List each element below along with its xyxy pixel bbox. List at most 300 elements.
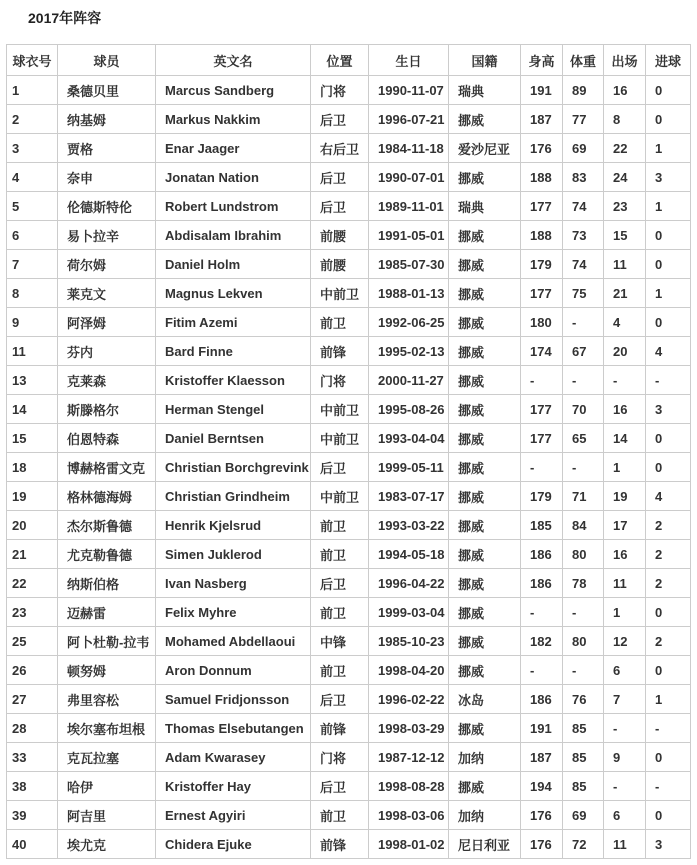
cell-name-en: Markus Nakkim	[156, 105, 311, 134]
cell-player: 格林德海姆	[58, 482, 156, 511]
cell-appearances: 16	[604, 76, 646, 105]
cell-jersey: 13	[7, 366, 58, 395]
cell-appearances: 11	[604, 830, 646, 859]
cell-birthday: 1998-04-20	[369, 656, 449, 685]
table-row	[7, 453, 691, 482]
cell-weight: 83	[563, 163, 604, 192]
cell-height: 174	[521, 337, 563, 366]
cell-weight: 76	[563, 685, 604, 714]
cell-appearances: 7	[604, 685, 646, 714]
cell-birthday: 1999-05-11	[369, 453, 449, 482]
header-goals: 进球	[646, 45, 691, 76]
cell-player: 博赫格雷文克	[58, 453, 156, 482]
cell-birthday: 1999-03-04	[369, 598, 449, 627]
cell-nationality: 挪威	[449, 453, 521, 482]
cell-name-en: Adam Kwarasey	[156, 743, 311, 772]
cell-weight: 70	[563, 395, 604, 424]
cell-height: 177	[521, 192, 563, 221]
header-weight: 体重	[563, 45, 604, 76]
cell-appearances: 24	[604, 163, 646, 192]
cell-position: 中前卫	[311, 424, 369, 453]
cell-appearances: 1	[604, 598, 646, 627]
cell-player: 哈伊	[58, 772, 156, 801]
cell-height: 177	[521, 395, 563, 424]
cell-weight: 78	[563, 569, 604, 598]
cell-nationality: 挪威	[449, 337, 521, 366]
cell-position: 前卫	[311, 656, 369, 685]
cell-weight: 71	[563, 482, 604, 511]
cell-goals: 2	[646, 540, 691, 569]
table-row	[7, 308, 691, 337]
cell-goals: 0	[646, 76, 691, 105]
cell-height: 186	[521, 685, 563, 714]
cell-player: 伦德斯特伦	[58, 192, 156, 221]
cell-jersey: 3	[7, 134, 58, 163]
cell-height: 182	[521, 627, 563, 656]
cell-height: 187	[521, 743, 563, 772]
cell-position: 前锋	[311, 714, 369, 743]
cell-jersey: 25	[7, 627, 58, 656]
table-row	[7, 76, 691, 105]
cell-jersey: 40	[7, 830, 58, 859]
cell-position: 前卫	[311, 511, 369, 540]
cell-jersey: 6	[7, 221, 58, 250]
cell-goals: 0	[646, 424, 691, 453]
cell-jersey: 7	[7, 250, 58, 279]
cell-birthday: 1985-07-30	[369, 250, 449, 279]
table-row	[7, 424, 691, 453]
cell-appearances: 16	[604, 540, 646, 569]
cell-appearances: 1	[604, 453, 646, 482]
cell-player: 克瓦拉塞	[58, 743, 156, 772]
cell-weight: -	[563, 366, 604, 395]
cell-weight: -	[563, 598, 604, 627]
cell-name-en: Kristoffer Hay	[156, 772, 311, 801]
cell-birthday: 1998-03-29	[369, 714, 449, 743]
cell-appearances: 12	[604, 627, 646, 656]
table-row	[7, 105, 691, 134]
cell-birthday: 1985-10-23	[369, 627, 449, 656]
cell-nationality: 挪威	[449, 569, 521, 598]
cell-weight: 84	[563, 511, 604, 540]
cell-birthday: 1998-08-28	[369, 772, 449, 801]
cell-jersey: 28	[7, 714, 58, 743]
cell-nationality: 挪威	[449, 772, 521, 801]
header-name-en: 英文名	[156, 45, 311, 76]
table-row	[7, 830, 691, 859]
cell-weight: 85	[563, 743, 604, 772]
cell-position: 后卫	[311, 192, 369, 221]
header-appearances: 出场	[604, 45, 646, 76]
cell-appearances: 15	[604, 221, 646, 250]
cell-weight: -	[563, 308, 604, 337]
cell-birthday: 1983-07-17	[369, 482, 449, 511]
cell-nationality: 挪威	[449, 250, 521, 279]
cell-name-en: Mohamed Abdellaoui	[156, 627, 311, 656]
cell-position: 前卫	[311, 598, 369, 627]
cell-nationality: 加纳	[449, 743, 521, 772]
table-row	[7, 598, 691, 627]
cell-jersey: 38	[7, 772, 58, 801]
cell-weight: 77	[563, 105, 604, 134]
cell-height: -	[521, 656, 563, 685]
cell-jersey: 39	[7, 801, 58, 830]
cell-weight: 89	[563, 76, 604, 105]
table-row	[7, 569, 691, 598]
cell-name-en: Christian Borchgrevink	[156, 453, 311, 482]
header-height: 身高	[521, 45, 563, 76]
cell-birthday: 1995-02-13	[369, 337, 449, 366]
cell-goals: -	[646, 366, 691, 395]
cell-name-en: Felix Myhre	[156, 598, 311, 627]
cell-appearances: 16	[604, 395, 646, 424]
cell-name-en: Christian Grindheim	[156, 482, 311, 511]
cell-weight: 72	[563, 830, 604, 859]
cell-weight: 85	[563, 772, 604, 801]
cell-goals: 0	[646, 453, 691, 482]
cell-jersey: 21	[7, 540, 58, 569]
cell-height: 177	[521, 279, 563, 308]
cell-weight: 80	[563, 627, 604, 656]
cell-weight: 73	[563, 221, 604, 250]
cell-nationality: 挪威	[449, 424, 521, 453]
cell-goals: 3	[646, 395, 691, 424]
cell-goals: 1	[646, 685, 691, 714]
roster-table	[6, 44, 691, 859]
cell-goals: 3	[646, 830, 691, 859]
cell-player: 伯恩特森	[58, 424, 156, 453]
cell-weight: 75	[563, 279, 604, 308]
cell-position: 门将	[311, 366, 369, 395]
cell-weight: -	[563, 656, 604, 685]
table-row	[7, 337, 691, 366]
cell-jersey: 11	[7, 337, 58, 366]
cell-goals: 0	[646, 598, 691, 627]
cell-height: -	[521, 453, 563, 482]
cell-nationality: 挪威	[449, 540, 521, 569]
cell-appearances: 17	[604, 511, 646, 540]
cell-nationality: 加纳	[449, 801, 521, 830]
cell-name-en: Abdisalam Ibrahim	[156, 221, 311, 250]
cell-birthday: 1989-11-01	[369, 192, 449, 221]
cell-name-en: Herman Stengel	[156, 395, 311, 424]
cell-name-en: Robert Lundstrom	[156, 192, 311, 221]
cell-nationality: 瑞典	[449, 192, 521, 221]
cell-nationality: 冰岛	[449, 685, 521, 714]
cell-appearances: 23	[604, 192, 646, 221]
cell-jersey: 19	[7, 482, 58, 511]
cell-birthday: 1996-07-21	[369, 105, 449, 134]
cell-birthday: 1987-12-12	[369, 743, 449, 772]
cell-height: 185	[521, 511, 563, 540]
cell-goals: 3	[646, 163, 691, 192]
cell-name-en: Aron Donnum	[156, 656, 311, 685]
cell-jersey: 14	[7, 395, 58, 424]
table-row	[7, 395, 691, 424]
cell-player: 杰尔斯鲁德	[58, 511, 156, 540]
table-row	[7, 134, 691, 163]
cell-weight: 74	[563, 250, 604, 279]
table-row	[7, 192, 691, 221]
cell-birthday: 2000-11-27	[369, 366, 449, 395]
cell-goals: 0	[646, 105, 691, 134]
cell-name-en: Daniel Holm	[156, 250, 311, 279]
table-row	[7, 366, 691, 395]
cell-jersey: 4	[7, 163, 58, 192]
cell-position: 中前卫	[311, 482, 369, 511]
cell-nationality: 挪威	[449, 366, 521, 395]
table-row	[7, 221, 691, 250]
cell-nationality: 挪威	[449, 627, 521, 656]
cell-birthday: 1991-05-01	[369, 221, 449, 250]
cell-name-en: Fitim Azemi	[156, 308, 311, 337]
cell-birthday: 1990-07-01	[369, 163, 449, 192]
cell-goals: 0	[646, 308, 691, 337]
cell-position: 后卫	[311, 569, 369, 598]
cell-appearances: 4	[604, 308, 646, 337]
cell-goals: -	[646, 772, 691, 801]
cell-jersey: 2	[7, 105, 58, 134]
cell-appearances: 8	[604, 105, 646, 134]
table-row	[7, 627, 691, 656]
table-row	[7, 163, 691, 192]
cell-jersey: 8	[7, 279, 58, 308]
cell-nationality: 挪威	[449, 598, 521, 627]
cell-position: 中锋	[311, 627, 369, 656]
cell-nationality: 挪威	[449, 656, 521, 685]
cell-height: 180	[521, 308, 563, 337]
cell-weight: 65	[563, 424, 604, 453]
cell-goals: 4	[646, 482, 691, 511]
cell-nationality: 挪威	[449, 279, 521, 308]
cell-position: 后卫	[311, 163, 369, 192]
cell-position: 右后卫	[311, 134, 369, 163]
cell-name-en: Daniel Berntsen	[156, 424, 311, 453]
cell-player: 贾格	[58, 134, 156, 163]
cell-goals: 1	[646, 279, 691, 308]
cell-goals: 2	[646, 627, 691, 656]
cell-weight: 69	[563, 134, 604, 163]
cell-height: 188	[521, 221, 563, 250]
cell-nationality: 挪威	[449, 221, 521, 250]
cell-position: 后卫	[311, 772, 369, 801]
cell-name-en: Marcus Sandberg	[156, 76, 311, 105]
cell-player: 埃尔塞布坦根	[58, 714, 156, 743]
cell-jersey: 27	[7, 685, 58, 714]
cell-goals: 4	[646, 337, 691, 366]
table-row	[7, 250, 691, 279]
cell-position: 前锋	[311, 337, 369, 366]
cell-height: 186	[521, 569, 563, 598]
cell-height: -	[521, 598, 563, 627]
table-row	[7, 772, 691, 801]
cell-birthday: 1996-02-22	[369, 685, 449, 714]
cell-birthday: 1988-01-13	[369, 279, 449, 308]
cell-nationality: 挪威	[449, 714, 521, 743]
cell-player: 易卜拉辛	[58, 221, 156, 250]
cell-nationality: 挪威	[449, 482, 521, 511]
cell-height: 188	[521, 163, 563, 192]
table-header-row	[7, 45, 691, 76]
cell-player: 顿努姆	[58, 656, 156, 685]
cell-name-en: Kristoffer Klaesson	[156, 366, 311, 395]
cell-appearances: 14	[604, 424, 646, 453]
table-row	[7, 511, 691, 540]
cell-player: 荷尔姆	[58, 250, 156, 279]
table-row	[7, 540, 691, 569]
cell-player: 埃尤克	[58, 830, 156, 859]
cell-nationality: 挪威	[449, 308, 521, 337]
cell-jersey: 26	[7, 656, 58, 685]
cell-nationality: 挪威	[449, 395, 521, 424]
cell-height: 191	[521, 76, 563, 105]
cell-name-en: Thomas Elsebutangen	[156, 714, 311, 743]
cell-goals: 0	[646, 743, 691, 772]
cell-weight: 67	[563, 337, 604, 366]
cell-jersey: 18	[7, 453, 58, 482]
table-body	[7, 76, 691, 859]
cell-jersey: 9	[7, 308, 58, 337]
cell-birthday: 1993-03-22	[369, 511, 449, 540]
cell-position: 前腰	[311, 221, 369, 250]
cell-goals: -	[646, 714, 691, 743]
cell-appearances: 20	[604, 337, 646, 366]
table-row	[7, 801, 691, 830]
cell-weight: 69	[563, 801, 604, 830]
cell-goals: 0	[646, 656, 691, 685]
table-row	[7, 714, 691, 743]
cell-name-en: Simen Juklerod	[156, 540, 311, 569]
cell-player: 斯滕格尔	[58, 395, 156, 424]
cell-jersey: 22	[7, 569, 58, 598]
cell-height: 179	[521, 482, 563, 511]
cell-nationality: 爱沙尼亚	[449, 134, 521, 163]
cell-birthday: 1992-06-25	[369, 308, 449, 337]
cell-birthday: 1990-11-07	[369, 76, 449, 105]
cell-name-en: Magnus Lekven	[156, 279, 311, 308]
cell-position: 前卫	[311, 540, 369, 569]
cell-goals: 2	[646, 511, 691, 540]
cell-appearances: 6	[604, 656, 646, 685]
header-nationality: 国籍	[449, 45, 521, 76]
cell-position: 后卫	[311, 105, 369, 134]
cell-jersey: 33	[7, 743, 58, 772]
cell-player: 阿卜杜勒-拉韦	[58, 627, 156, 656]
cell-height: 179	[521, 250, 563, 279]
table-row	[7, 743, 691, 772]
cell-player: 尤克勒鲁德	[58, 540, 156, 569]
cell-weight: 74	[563, 192, 604, 221]
cell-birthday: 1998-01-02	[369, 830, 449, 859]
cell-name-en: Jonatan Nation	[156, 163, 311, 192]
cell-jersey: 1	[7, 76, 58, 105]
cell-birthday: 1994-05-18	[369, 540, 449, 569]
cell-height: 177	[521, 424, 563, 453]
cell-position: 门将	[311, 76, 369, 105]
cell-weight: 80	[563, 540, 604, 569]
cell-player: 奈申	[58, 163, 156, 192]
table-row	[7, 482, 691, 511]
cell-jersey: 5	[7, 192, 58, 221]
cell-appearances: 22	[604, 134, 646, 163]
cell-height: 191	[521, 714, 563, 743]
table-row	[7, 279, 691, 308]
cell-goals: 1	[646, 134, 691, 163]
cell-height: 194	[521, 772, 563, 801]
cell-position: 后卫	[311, 685, 369, 714]
cell-goals: 0	[646, 221, 691, 250]
cell-birthday: 1993-04-04	[369, 424, 449, 453]
cell-appearances: 11	[604, 569, 646, 598]
cell-birthday: 1998-03-06	[369, 801, 449, 830]
cell-nationality: 挪威	[449, 105, 521, 134]
cell-name-en: Samuel Fridjonsson	[156, 685, 311, 714]
cell-position: 中前卫	[311, 279, 369, 308]
cell-position: 中前卫	[311, 395, 369, 424]
cell-name-en: Chidera Ejuke	[156, 830, 311, 859]
cell-name-en: Ernest Agyiri	[156, 801, 311, 830]
cell-nationality: 挪威	[449, 511, 521, 540]
cell-name-en: Henrik Kjelsrud	[156, 511, 311, 540]
cell-appearances: 11	[604, 250, 646, 279]
cell-player: 芬内	[58, 337, 156, 366]
cell-position: 门将	[311, 743, 369, 772]
header-position: 位置	[311, 45, 369, 76]
cell-player: 阿吉里	[58, 801, 156, 830]
table-header	[7, 45, 691, 76]
header-birthday: 生日	[369, 45, 449, 76]
cell-nationality: 瑞典	[449, 76, 521, 105]
cell-name-en: Bard Finne	[156, 337, 311, 366]
cell-goals: 0	[646, 801, 691, 830]
cell-appearances: 9	[604, 743, 646, 772]
cell-name-en: Ivan Nasberg	[156, 569, 311, 598]
cell-jersey: 20	[7, 511, 58, 540]
cell-height: 187	[521, 105, 563, 134]
table-row	[7, 656, 691, 685]
cell-height: 176	[521, 134, 563, 163]
cell-height: -	[521, 366, 563, 395]
cell-goals: 2	[646, 569, 691, 598]
cell-appearances: -	[604, 714, 646, 743]
cell-appearances: 6	[604, 801, 646, 830]
cell-weight: 85	[563, 714, 604, 743]
cell-height: 176	[521, 830, 563, 859]
cell-player: 弗里容松	[58, 685, 156, 714]
header-player: 球员	[58, 45, 156, 76]
cell-birthday: 1995-08-26	[369, 395, 449, 424]
cell-player: 克莱森	[58, 366, 156, 395]
cell-goals: 0	[646, 250, 691, 279]
cell-player: 纳基姆	[58, 105, 156, 134]
table-row	[7, 685, 691, 714]
cell-appearances: -	[604, 772, 646, 801]
cell-weight: -	[563, 453, 604, 482]
cell-player: 迈赫雷	[58, 598, 156, 627]
cell-height: 186	[521, 540, 563, 569]
cell-position: 前卫	[311, 801, 369, 830]
cell-name-en: Enar Jaager	[156, 134, 311, 163]
cell-appearances: 21	[604, 279, 646, 308]
cell-player: 桑德贝里	[58, 76, 156, 105]
cell-position: 后卫	[311, 453, 369, 482]
cell-player: 莱克文	[58, 279, 156, 308]
cell-jersey: 15	[7, 424, 58, 453]
page-title: 2017年阵容	[28, 10, 102, 26]
cell-position: 前锋	[311, 830, 369, 859]
cell-nationality: 挪威	[449, 163, 521, 192]
cell-birthday: 1996-04-22	[369, 569, 449, 598]
